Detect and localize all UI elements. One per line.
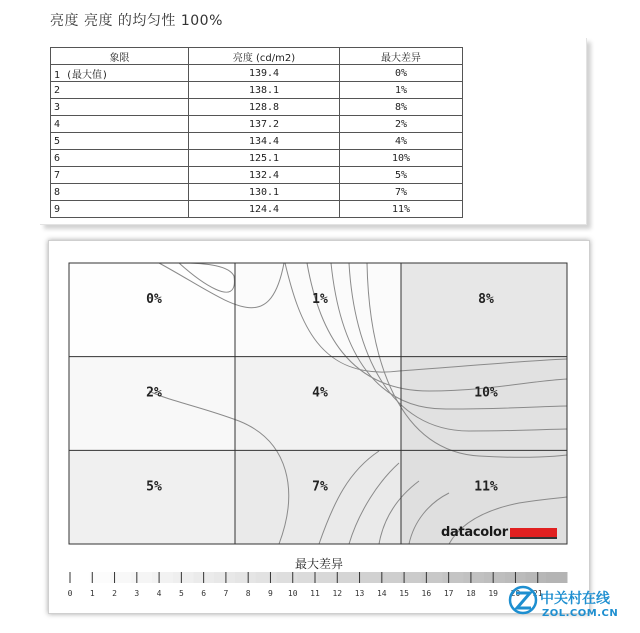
quadrant-cell: 9 bbox=[51, 201, 189, 218]
legend-tick-label: 17 bbox=[443, 589, 454, 598]
legend-swatch bbox=[69, 572, 90, 583]
legend-tick-label: 4 bbox=[156, 589, 162, 598]
max-diff-cell: 1% bbox=[340, 82, 463, 99]
watermark-text: 中关村在线 bbox=[540, 591, 610, 607]
heatmap-cell bbox=[235, 357, 401, 451]
luminance-cell: 130.1 bbox=[189, 184, 340, 201]
table-row bbox=[51, 184, 463, 201]
quadrant-cell: 7 bbox=[51, 167, 189, 184]
heatmap-cell bbox=[69, 263, 235, 357]
table-header-row bbox=[51, 48, 463, 65]
luminance-cell: 139.4 bbox=[189, 65, 340, 82]
quadrant-cell: 1 (最大值) bbox=[51, 65, 189, 82]
datacolor-logo-bar bbox=[510, 528, 557, 537]
heatmap-cell bbox=[69, 357, 235, 451]
uniformity-chart-panel bbox=[48, 240, 590, 614]
max-diff-cell: 0% bbox=[340, 65, 463, 82]
luminance-cell: 138.1 bbox=[189, 82, 340, 99]
legend-tick-label: 15 bbox=[399, 589, 409, 598]
legend-tick-label: 14 bbox=[376, 589, 387, 598]
luminance-cell: 124.4 bbox=[189, 201, 340, 218]
max-diff-cell: 8% bbox=[340, 99, 463, 116]
table-row bbox=[51, 167, 463, 184]
legend-swatch bbox=[443, 572, 464, 583]
legend-tick-label: 11 bbox=[310, 589, 320, 598]
cell-percentage-label: 2% bbox=[146, 385, 162, 401]
legend-tick-label: 1 bbox=[89, 589, 95, 598]
cell-percentage-label: 5% bbox=[146, 479, 162, 495]
luminance-cell: 132.4 bbox=[189, 167, 340, 184]
legend-tick-label: 5 bbox=[178, 589, 184, 598]
table-row bbox=[51, 116, 463, 133]
legend-swatch bbox=[339, 572, 360, 583]
max-diff-cell: 4% bbox=[340, 133, 463, 150]
luminance-cell: 137.2 bbox=[189, 116, 340, 133]
legend-tick-label: 12 bbox=[332, 589, 343, 598]
max-diff-cell: 5% bbox=[340, 167, 463, 184]
luminance-cell: 128.8 bbox=[189, 99, 340, 116]
table-row bbox=[51, 133, 463, 150]
legend-swatch bbox=[90, 572, 111, 583]
legend-swatch bbox=[111, 572, 132, 583]
legend-tick-label: 0 bbox=[67, 589, 73, 598]
uniformity-table-panel bbox=[40, 38, 587, 225]
cell-percentage-label: 1% bbox=[312, 292, 328, 307]
legend-tick-label: 20 bbox=[510, 589, 521, 598]
legend-tick-label: 8 bbox=[245, 589, 251, 598]
cell-percentage-label: 8% bbox=[478, 292, 494, 307]
legend-title: 最大差异 bbox=[294, 557, 343, 571]
legend-swatch bbox=[318, 572, 339, 583]
uniformity-table bbox=[50, 47, 463, 218]
legend-swatch bbox=[214, 572, 235, 583]
zol-watermark-icon bbox=[508, 583, 538, 617]
header-luminance: 亮度 (cd/m2) bbox=[189, 48, 340, 65]
legend-tick-label: 21 bbox=[532, 589, 543, 598]
heatmap-cell bbox=[401, 263, 567, 357]
quadrant-cell: 3 bbox=[51, 99, 189, 116]
cell-percentage-label: 0% bbox=[146, 292, 162, 307]
legend-tick-label: 2 bbox=[112, 589, 117, 598]
cell-percentage-label: 11% bbox=[474, 479, 498, 495]
legend-swatch bbox=[380, 572, 401, 583]
max-diff-cell: 2% bbox=[340, 116, 463, 133]
heatmap-cell bbox=[235, 450, 401, 544]
table-row bbox=[51, 65, 463, 82]
legend-swatch bbox=[235, 572, 256, 583]
legend-swatch bbox=[463, 572, 484, 583]
legend-swatch bbox=[173, 572, 194, 583]
quadrant-cell: 4 bbox=[51, 116, 189, 133]
legend-tick-label: 19 bbox=[488, 589, 499, 598]
cell-percentage-label: 10% bbox=[474, 385, 498, 401]
heatmap-cell bbox=[69, 450, 235, 544]
legend-tick-label: 9 bbox=[268, 589, 273, 598]
max-diff-cell: 10% bbox=[340, 150, 463, 167]
legend-swatch bbox=[131, 572, 152, 583]
legend-tick-label: 7 bbox=[223, 589, 229, 598]
table-row bbox=[51, 201, 463, 218]
legend-swatch bbox=[526, 572, 547, 583]
legend-swatch bbox=[277, 572, 298, 583]
legend-tick-label: 3 bbox=[134, 589, 140, 598]
legend-tick-label: 13 bbox=[354, 589, 365, 598]
legend-swatch bbox=[256, 572, 277, 583]
legend-swatch bbox=[546, 572, 567, 583]
legend-tick-label: 18 bbox=[466, 589, 476, 598]
legend-tick-label: 6 bbox=[201, 589, 207, 598]
header-quadrant: 象限 bbox=[51, 48, 189, 65]
header-max-diff: 最大差异 bbox=[340, 48, 463, 65]
legend-tick-label: 10 bbox=[287, 589, 298, 598]
table-row bbox=[51, 99, 463, 116]
watermark-url: ZOL.COM.CN bbox=[542, 608, 619, 619]
datacolor-logo-underline bbox=[510, 537, 557, 539]
legend-swatch bbox=[484, 572, 505, 583]
luminance-cell: 134.4 bbox=[189, 133, 340, 150]
table-row bbox=[51, 82, 463, 99]
legend-swatch bbox=[422, 572, 443, 583]
legend-swatch bbox=[152, 572, 173, 583]
quadrant-cell: 8 bbox=[51, 184, 189, 201]
cell-percentage-label: 7% bbox=[312, 479, 328, 495]
quadrant-cell: 2 bbox=[51, 82, 189, 99]
table-row bbox=[51, 150, 463, 167]
quadrant-cell: 5 bbox=[51, 133, 189, 150]
legend-swatch bbox=[360, 572, 381, 583]
quadrant-cell: 6 bbox=[51, 150, 189, 167]
max-diff-cell: 7% bbox=[340, 184, 463, 201]
cell-percentage-label: 4% bbox=[312, 385, 328, 401]
max-diff-cell: 11% bbox=[340, 201, 463, 218]
page-title: 亮度 亮度 的均匀性 100% bbox=[50, 13, 223, 29]
legend-tick-label: 16 bbox=[421, 589, 432, 598]
luminance-cell: 125.1 bbox=[189, 150, 340, 167]
datacolor-logo: datacolor bbox=[441, 525, 508, 540]
